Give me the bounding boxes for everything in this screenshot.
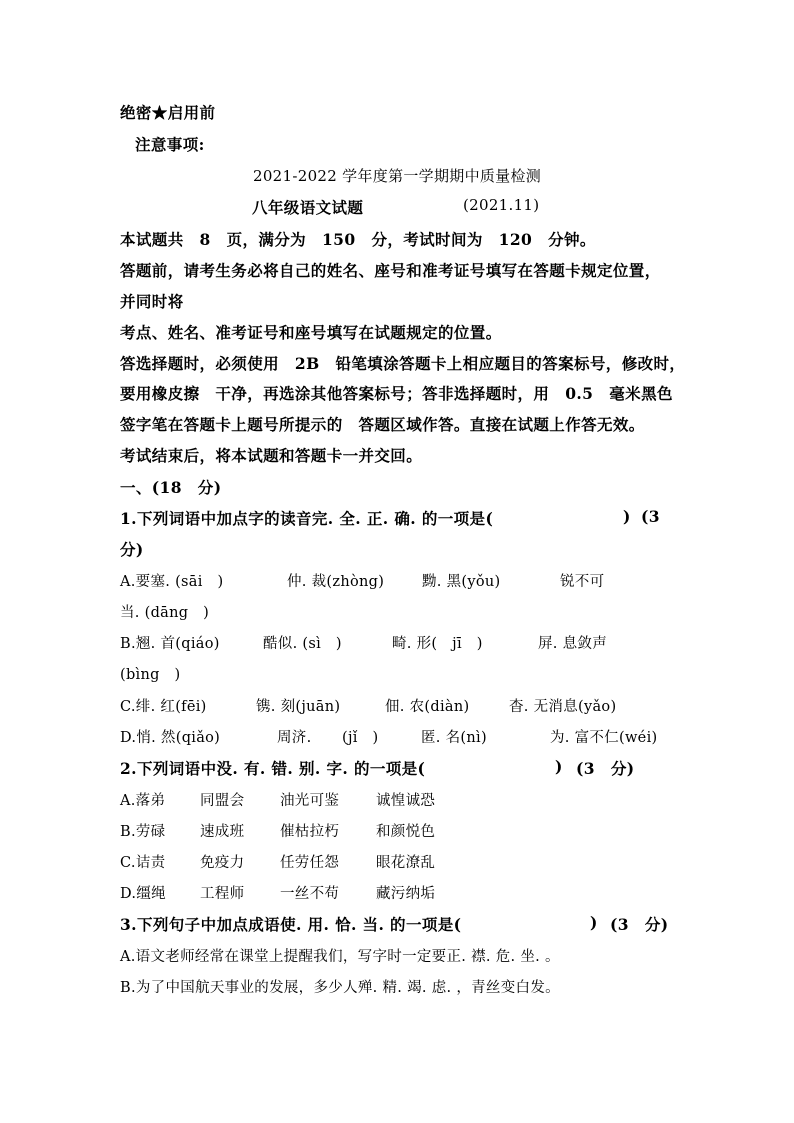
option-item: 锐不可 — [560, 574, 605, 590]
option-item: 藏污纳垢 — [376, 886, 436, 902]
option-item: 屏. 息敛声 — [538, 636, 608, 652]
option-item: 一丝不苟 — [280, 886, 340, 902]
option-item: (jǐ ) — [342, 730, 379, 746]
answer-paren-close: ) — [590, 913, 598, 932]
option-a: A.语文老师经常在课堂上提醒我们，写字时一定要正. 襟. 危. 坐. 。 — [120, 949, 560, 965]
notice-line: 并同时将 — [120, 292, 184, 311]
option-a: A.要塞. (sāi ) — [120, 574, 224, 590]
option-c: C.绯. 红(fēi) — [120, 699, 207, 715]
option-item: 油光可鉴 — [280, 793, 340, 809]
question-score-cont: 分) — [120, 540, 144, 559]
question-2-stem: 2.下列词语中没. 有. 错. 别. 字. 的一项是( — [120, 759, 426, 778]
notice-title: 注意事项: — [135, 135, 205, 154]
option-item: 佃. 农(diàn) — [385, 699, 470, 715]
option-item: 诚惶诚恐 — [376, 793, 436, 809]
option-continuation: 当. (dāng ) — [120, 605, 210, 621]
notice-line: 本试题共 8 页，满分为 150 分，考试时间为 120 分钟。 — [120, 230, 596, 249]
answer-paren-close: ) — [555, 757, 563, 776]
option-item: 黝. 黑(yǒu) — [422, 574, 501, 590]
option-item: 仲. 裁(zhòng) — [287, 574, 385, 590]
exam-date: (2021.11) — [463, 196, 540, 214]
option-c: C.诘责 — [120, 855, 166, 871]
question-3-stem: 3.下列句子中加点成语使. 用. 恰. 当. 的一项是( — [120, 915, 462, 934]
option-item: 为. 富不仁(wéi) — [550, 730, 658, 746]
option-continuation: (bìng ) — [120, 667, 181, 683]
option-b: B.翘. 首(qiáo) — [120, 636, 220, 652]
option-b: B.劳碌 — [120, 824, 166, 840]
section-header: 一、(18 分) — [120, 478, 222, 497]
question-1-stem: 1.下列词语中加点字的读音完. 全. 正. 确. 的一项是( — [120, 509, 494, 528]
option-d: D.缰绳 — [120, 886, 166, 902]
option-item: 催枯拉朽 — [280, 824, 340, 840]
question-score: (3 分) — [576, 759, 635, 778]
question-score: (3 分) — [610, 915, 669, 934]
option-item: 眼花潦乱 — [376, 855, 436, 871]
option-a: A.落弟 — [120, 793, 166, 809]
option-item: 速成班 — [200, 824, 245, 840]
notice-line: 考点、姓名、准考证号和座号填写在试题规定的位置。 — [120, 323, 502, 342]
option-item: 畸. 形( jī ) — [392, 636, 483, 652]
option-item: 杳. 无消息(yǎo) — [509, 699, 617, 715]
answer-paren-close: ) — [623, 507, 631, 526]
notice-line: 答题前，请考生务必将自己的姓名、座号和准考证号填写在答题卡规定位置， — [120, 261, 661, 280]
exam-title: 2021-2022 学年度第一学期期中质量检测 — [253, 167, 542, 185]
option-item: 工程师 — [200, 886, 245, 902]
option-item: 匿. 名(nì) — [421, 730, 487, 746]
notice-line: 答选择题时，必须使用 2B 铅笔填涂答题卡上相应题目的答案标号，修改时， — [120, 354, 686, 373]
notice-line: 要用橡皮擦 干净，再选涂其他答案标号；答非选择题时，用 0.5 毫米黑色 — [120, 384, 673, 403]
option-item: 任劳任怨 — [280, 855, 340, 871]
question-score: (3 — [641, 507, 660, 526]
confidential-mark: 绝密★启用前 — [120, 103, 216, 122]
option-item: 免疫力 — [200, 855, 245, 871]
option-item: 酷似. (sì ) — [263, 636, 342, 652]
option-item: 镌. 刻(juān) — [256, 699, 341, 715]
option-b: B.为了中国航天事业的发展，多少人殚. 精. 竭. 虑. ，青丝变白发。 — [120, 980, 560, 996]
subject-title: 八年级语文试题 — [252, 198, 364, 217]
option-item: 和颜悦色 — [376, 824, 436, 840]
notice-line: 签字笔在答题卡上题号所提示的 答题区域作答。直接在试题上作答无效。 — [120, 415, 645, 434]
option-item: 同盟会 — [200, 793, 245, 809]
option-item: 周济. — [277, 730, 312, 746]
notice-line: 考试结束后，将本试题和答题卡一并交回。 — [120, 446, 423, 465]
option-d: D.悄. 然(qiǎo) — [120, 730, 221, 746]
